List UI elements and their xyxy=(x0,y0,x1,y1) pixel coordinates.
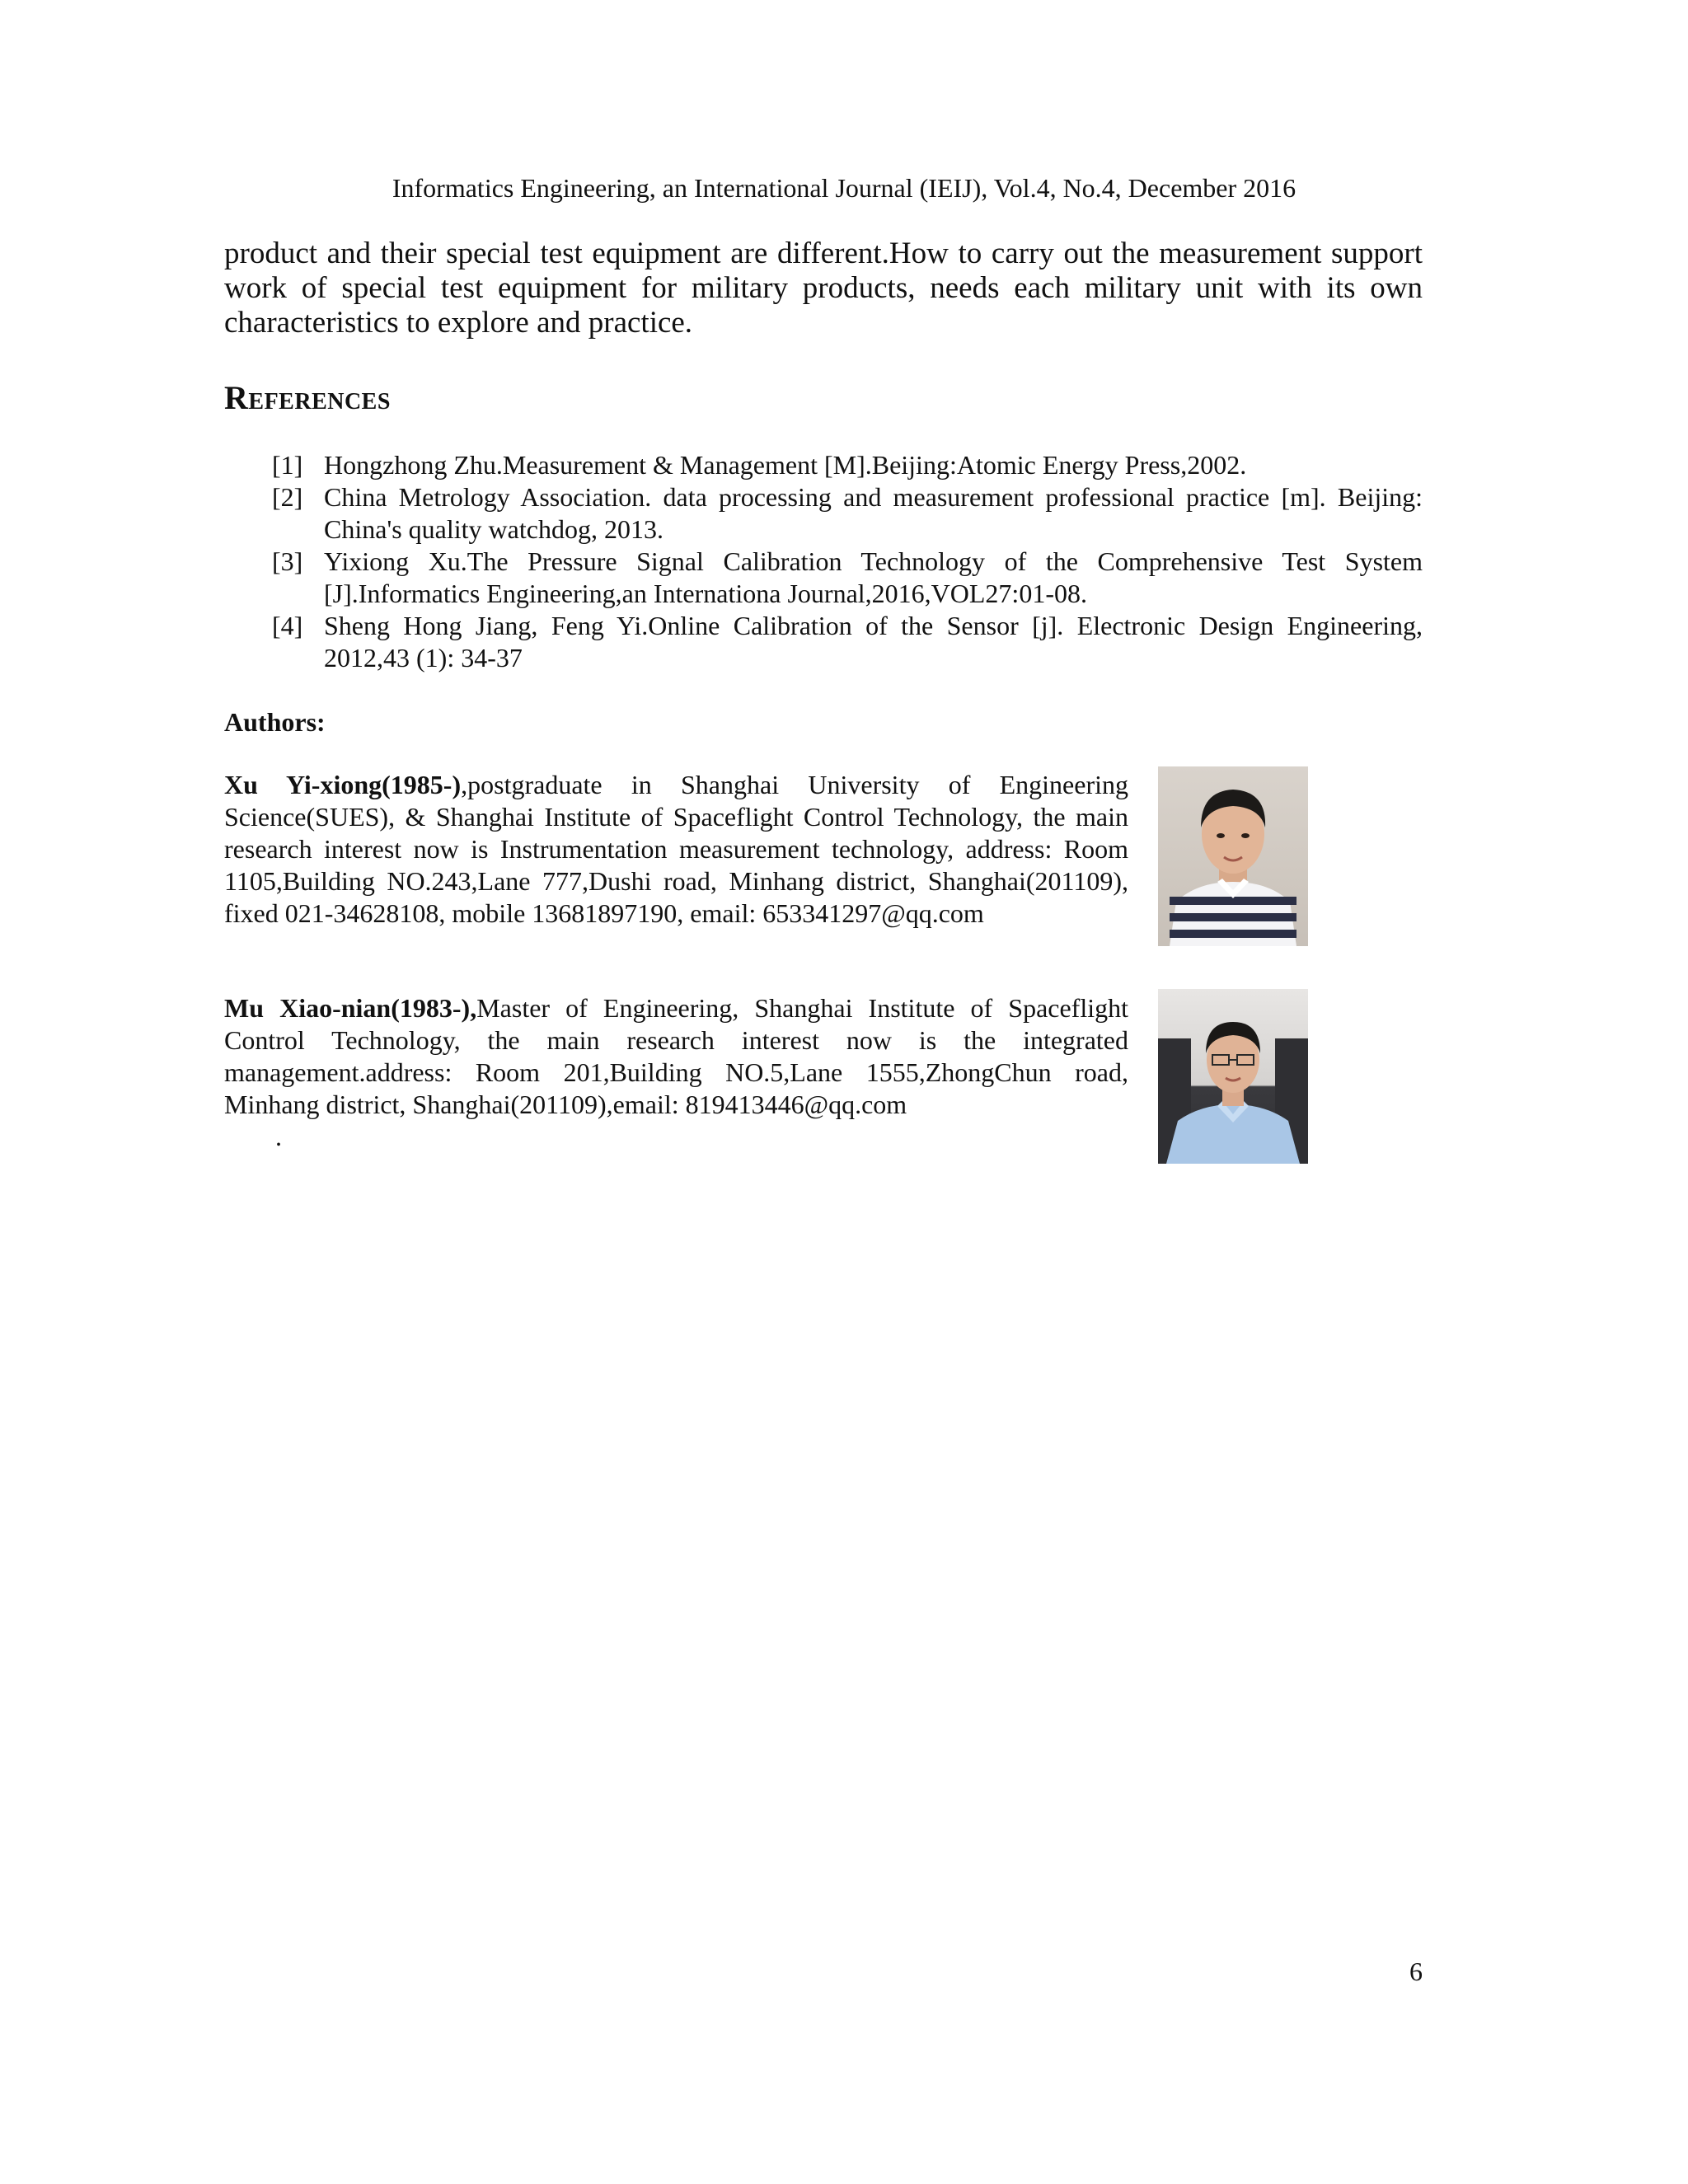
intro-paragraph: product and their special test equipment are different.How to carry out the measurement support work of special test equipment for military products, needs each military unit with its own characteristics to explore and practice. xyxy=(224,237,1423,340)
author-name: Mu Xiao-nian(1983-), xyxy=(224,993,477,1023)
references-heading: References xyxy=(224,379,391,416)
author-photo-mu xyxy=(1158,989,1308,1164)
stray-mark: . xyxy=(275,1122,282,1151)
reference-item xyxy=(272,449,1423,481)
authors-heading: Authors: xyxy=(224,707,326,737)
reference-item xyxy=(272,610,1423,674)
reference-item xyxy=(272,546,1423,610)
author-bio-mu xyxy=(224,992,1128,1121)
author-photo-xu xyxy=(1158,766,1308,946)
author-portrait-graphic xyxy=(1158,766,1308,946)
author-name: Xu Yi-xiong(1985-) xyxy=(224,770,462,799)
reference-text: Hongzhong Zhu.Measurement & Management [M].Beijing:Atomic Energy Press,2002. xyxy=(324,450,1247,480)
references-list xyxy=(272,449,1423,674)
page-number: 6 xyxy=(1409,1957,1423,1986)
reference-text: China Metrology Association. data processing and measurement professional practice [m]. Beijing: China's quality watchdog, 2013. xyxy=(324,482,1423,544)
author-bio-text: Master of Engineering, Shanghai Institute of Spaceflight Control Technology, the main research interest now is the integrated management.address: Room 201,Building NO.5,Lane 1555,ZhongChun road, Minhang district, Shanghai(201109),email: 819413446@qq.com xyxy=(224,993,1129,1119)
running-header: Informatics Engineering, an International Journal (IEIJ), Vol.4, No.4, December 2016 xyxy=(392,173,1296,203)
reference-item xyxy=(272,481,1423,546)
reference-text: Yixiong Xu.The Pressure Signal Calibration Technology of the Comprehensive Test System [J].Informatics Engineering,an Internationa Journal,2016,VOL27:01-08. xyxy=(324,546,1423,608)
reference-text: Sheng Hong Jiang, Feng Yi.Online Calibration of the Sensor [j]. Electronic Design Engineering, 2012,43 (1): 34-37 xyxy=(324,611,1423,673)
author-bio-text: ,postgraduate in Shanghai University of Engineering Science(SUES), & Shanghai Institute of Spaceflight Control Technology, the main research interest now is Instrumentation measurement technology, address: Room 1105,Building NO.243,Lane 777,Dushi road, Minhang district, Shanghai(201109), fixed 021-34628108, mobile 13681897190, email: 653341297@qq.com xyxy=(224,770,1129,928)
reference-number: [3] xyxy=(272,546,303,576)
reference-number: [2] xyxy=(272,482,303,512)
author-portrait-graphic xyxy=(1158,989,1308,1164)
author-bio-xu xyxy=(224,769,1128,930)
reference-number: [4] xyxy=(272,611,303,640)
reference-number: [1] xyxy=(272,450,303,480)
